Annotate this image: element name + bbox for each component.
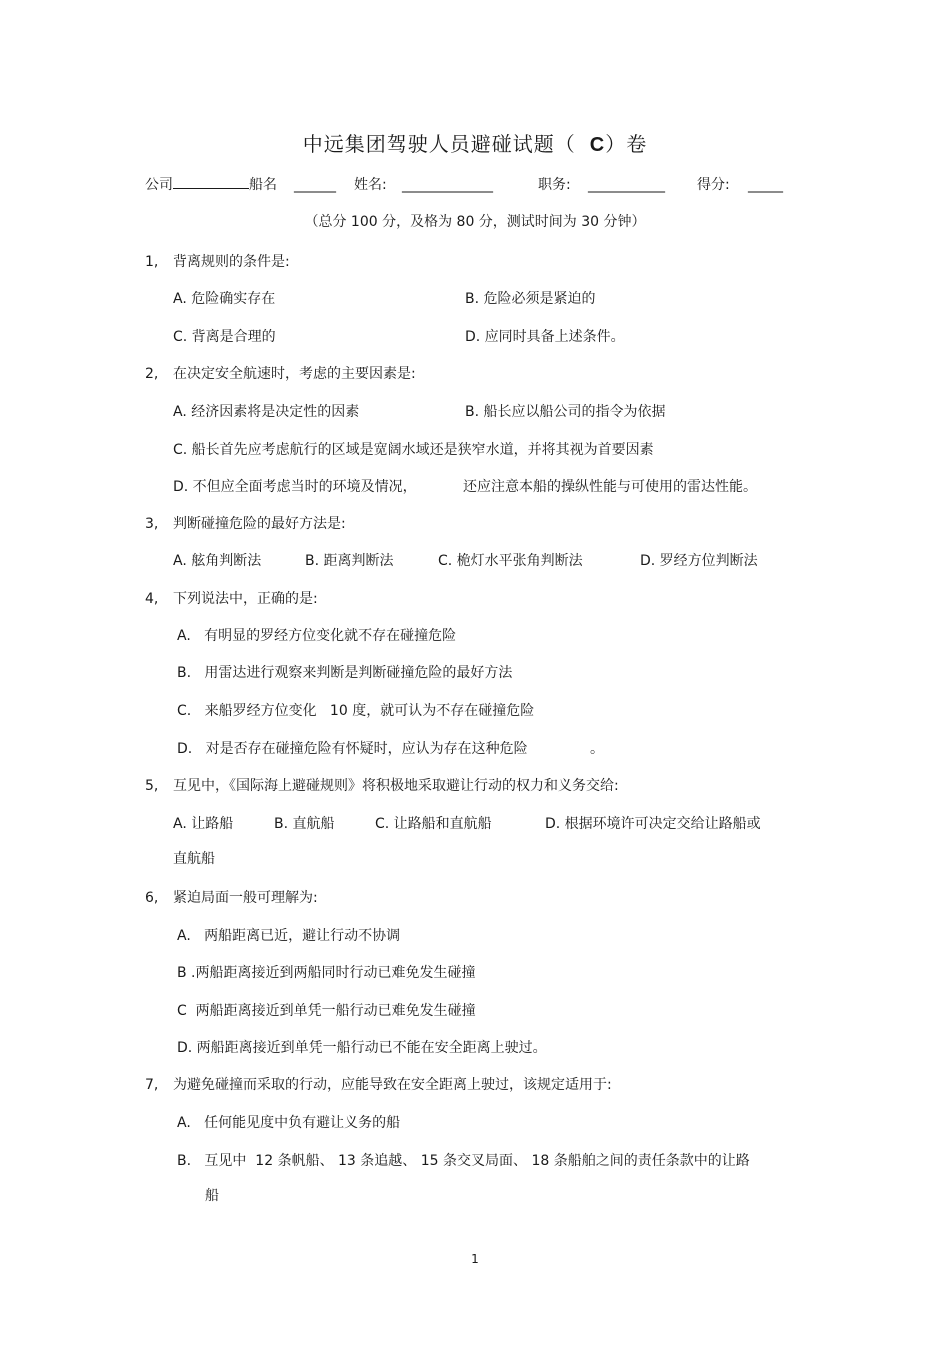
info-line	[145, 175, 277, 195]
question-number: 2,	[145, 366, 159, 382]
option[interactable]: A. 让路船	[173, 816, 234, 832]
name-field[interactable]: _____________	[402, 177, 493, 193]
question-number: 3,	[145, 516, 159, 532]
option-continued: 船	[205, 1188, 219, 1204]
question-number: 1,	[145, 254, 159, 270]
option[interactable]: D. 根据环境许可决定交给让路船或	[545, 816, 761, 832]
position-label: 职务:	[538, 177, 571, 193]
title-end: ）卷	[605, 132, 648, 156]
option[interactable]: C 两船距离接近到单凭一船行动已难免发生碰撞	[177, 1003, 476, 1019]
option[interactable]: A. 危险确实存在	[173, 291, 276, 307]
option[interactable]: B. 船长应以船公司的指令为依据	[465, 404, 666, 420]
option[interactable]: C. 船长首先应考虑航行的区域是宽阔水域还是狭窄水道，并将其视为首要因素	[173, 442, 654, 458]
company-field[interactable]	[173, 175, 249, 189]
score-field[interactable]: _____	[748, 177, 783, 193]
option[interactable]: C. 桅灯水平张角判断法	[438, 553, 583, 569]
option[interactable]: A. 舷角判断法	[173, 553, 262, 569]
question-text: 为避免碰撞而采取的行动，应能导致在安全距离上驶过，该规定适用于:	[173, 1077, 612, 1093]
score-label: 得分:	[697, 177, 730, 193]
option[interactable]: A. 有明显的罗经方位变化就不存在碰撞危险	[177, 628, 457, 644]
question-text: 互见中，《国际海上避碰规则》将积极地采取避让行动的权力和义务交给:	[173, 778, 619, 794]
page-number: 1	[471, 1252, 479, 1266]
option[interactable]: B. 直航船	[274, 816, 335, 832]
option-end-mark: 。	[590, 741, 604, 757]
position-field[interactable]: ___________	[588, 177, 665, 193]
option-continued: 还应注意本船的操纵性能与可使用的雷达性能。	[463, 479, 757, 495]
option[interactable]: B. 互见中 12 条帆船、 13 条追越、 15 条交叉局面、 18 条船舶之间的责任条款中的让路	[177, 1153, 750, 1169]
question-text: 紧迫局面一般可理解为:	[173, 890, 318, 906]
option[interactable]: D. 两船距离接近到单凭一船行动已不能在安全距离上驶过。	[177, 1040, 547, 1056]
title-letter: C	[589, 134, 606, 156]
option[interactable]: D. 应同时具备上述条件。	[465, 329, 625, 345]
option-continued: 直航船	[173, 851, 215, 867]
option[interactable]: D. 不但应全面考虑当时的环境及情况，	[173, 479, 417, 495]
question-text: 判断碰撞危险的最好方法是:	[173, 516, 346, 532]
question-text: 背离规则的条件是:	[173, 254, 290, 270]
question-number: 5,	[145, 778, 159, 794]
question-number: 4,	[145, 591, 159, 607]
option[interactable]: A. 经济因素将是决定性的因素	[173, 404, 360, 420]
option[interactable]: C. 来船罗经方位变化 10 度，就可认为不存在碰撞危险	[177, 703, 535, 719]
company-label: 公司	[145, 177, 173, 193]
question-text: 下列说法中，正确的是:	[173, 591, 318, 607]
option[interactable]: B .两船距离接近到两船同时行动已难免发生碰撞	[177, 965, 476, 981]
option[interactable]: D. 罗经方位判断法	[640, 553, 758, 569]
option[interactable]: A. 两船距离已近，避让行动不协调	[177, 928, 401, 944]
question-text: 在决定安全航速时，考虑的主要因素是:	[173, 366, 416, 382]
title-text: 中远集团驾驶人员避碰试题（	[302, 132, 576, 156]
option[interactable]: C. 让路船和直航船	[375, 816, 492, 832]
question-number: 6,	[145, 890, 159, 906]
name-label: 姓名:	[354, 177, 387, 193]
option[interactable]: B. 距离判断法	[305, 553, 394, 569]
page-title	[0, 128, 950, 157]
option[interactable]: B. 危险必须是紧迫的	[465, 291, 596, 307]
option[interactable]: D. 对是否存在碰撞危险有怀疑时，应认为存在这种危险	[177, 741, 528, 757]
ship-field[interactable]: ______	[294, 177, 336, 193]
option[interactable]: A. 任何能见度中负有避让义务的船	[177, 1115, 401, 1131]
option[interactable]: C. 背离是合理的	[173, 329, 276, 345]
option[interactable]: B. 用雷达进行观察来判断是判断碰撞危险的最好方法	[177, 665, 513, 681]
exam-note: （总分 100 分，及格为 80 分，测试时间为 30 分钟）	[304, 214, 646, 230]
ship-label: 船名	[249, 177, 277, 193]
question-number: 7,	[145, 1077, 159, 1093]
